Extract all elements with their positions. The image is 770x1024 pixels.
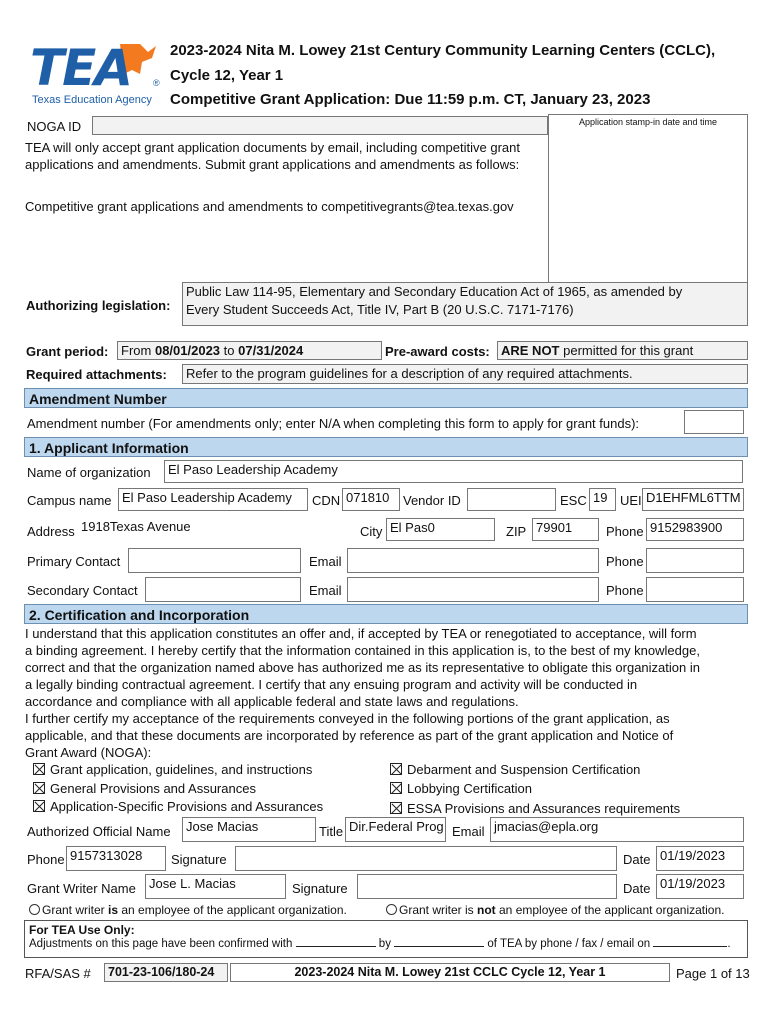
grant-period-to-date: 07/31/2024	[238, 343, 304, 358]
checklist-right	[390, 761, 680, 819]
stamp-label: Application stamp-in date and time	[578, 117, 718, 127]
legislation-box	[182, 282, 748, 326]
radio-emphasis: is	[108, 903, 119, 917]
cert-p1-line: a legally binding contractual agreement. I certify that any ensuing program and activity will be conducted in	[25, 677, 638, 692]
writer-signature-label: Signature	[292, 881, 348, 896]
phone-field[interactable]: 9152983900	[646, 518, 744, 541]
footer-center-title: 2023-2024 Nita M. Lowey 21st CCLC Cycle 12, Year 1	[230, 963, 670, 982]
noga-label: NOGA ID	[27, 119, 82, 134]
cert-p1-line: correct and that the organization named above has authorized me as its representative to obligate this organization in	[25, 660, 700, 675]
check-item[interactable]	[390, 780, 680, 799]
checkbox-checked-icon[interactable]	[33, 782, 45, 794]
submission-email-line: Competitive grant applications and amendments to competitivegrants@tea.texas.gov	[25, 199, 514, 214]
primary-phone-field[interactable]	[646, 548, 744, 573]
checklist-left	[33, 761, 323, 817]
applicant-section-header: 1. Applicant Information	[24, 437, 748, 457]
official-title-label: Title	[319, 824, 344, 839]
cert-p1-line: I understand that this application constitutes an offer and, if accepted by TEA or renegotiated to acceptance, will form	[25, 626, 697, 641]
title-line-3: Competitive Grant Application: Due 11:59 p.m. CT, January 23, 2023	[170, 91, 651, 108]
uei-label: UEI	[620, 493, 642, 508]
grant-period-from-word: From	[121, 343, 152, 358]
legislation-line-2: Every Student Succeeds Act, Title IV, Part B (20 U.S.C. 7171-7176)	[186, 301, 574, 317]
secondary-phone-label: Phone	[606, 583, 644, 598]
tea-logo	[28, 40, 168, 110]
writer-name-field[interactable]: Jose L. Macias	[145, 874, 286, 899]
writer-name-label: Grant Writer Name	[27, 881, 136, 896]
logo-letters: TEA	[30, 39, 131, 97]
legislation-line-1: Public Law 114-95, Elementary and Secondary Education Act of 1965, as amended by	[186, 284, 683, 299]
stamp-box	[548, 114, 748, 284]
tea-line-text: Adjustments on this page have been confirmed with	[29, 938, 293, 950]
address-label: Address	[27, 524, 75, 539]
check-item[interactable]	[390, 800, 680, 819]
cdn-field[interactable]: 071810	[342, 488, 400, 511]
check-label: ESSA Provisions and Assurances requirements	[407, 801, 681, 816]
check-label: Lobbying Certification	[407, 780, 533, 796]
official-date-label: Date	[623, 852, 651, 867]
check-item[interactable]	[33, 761, 323, 780]
agency-name: Texas Education Agency	[32, 94, 152, 106]
primary-contact-field[interactable]	[128, 548, 301, 573]
checkbox-checked-icon[interactable]	[33, 800, 45, 812]
writer-signature-field[interactable]	[357, 874, 617, 899]
check-label: Debarment and Suspension Certification	[407, 762, 641, 777]
tea-line-end: .	[727, 938, 731, 950]
city-label: City	[360, 524, 383, 539]
official-email-label: Email	[452, 824, 485, 839]
official-signature-label: Signature	[171, 852, 227, 867]
zip-label: ZIP	[506, 524, 527, 539]
official-phone-field[interactable]: 9157313028	[66, 846, 166, 871]
checkbox-checked-icon[interactable]	[390, 802, 402, 814]
confirmed-date-blank[interactable]	[653, 946, 727, 947]
org-name-field[interactable]: El Paso Leadership Academy	[164, 460, 743, 483]
secondary-email-field[interactable]	[347, 577, 599, 602]
phone-label: Phone	[606, 524, 644, 539]
certification-paragraph-1	[25, 625, 749, 761]
preaward-status: ARE NOT	[501, 343, 560, 358]
campus-name-field[interactable]: El Paso Leadership Academy	[118, 488, 308, 511]
title-line-1: 2023-2024 Nita M. Lowey 21st Century Community Learning Centers (CCLC),	[170, 42, 716, 59]
preaward-rest: permitted for this grant	[563, 343, 694, 358]
official-title-field[interactable]: Dir.Federal Prog	[345, 817, 446, 842]
preaward-label: Pre-award costs:	[385, 344, 490, 359]
check-label: Grant application, guidelines, and instructions	[50, 762, 313, 777]
secondary-email-label: Email	[309, 583, 342, 598]
zip-field[interactable]: 79901	[532, 518, 599, 541]
cert-p2-line: Grant Award (NOGA):	[25, 745, 152, 760]
cert-p1-line: a binding agreement. I hereby certify that the information contained in this application is, to the best of my knowledge,	[25, 643, 700, 658]
checkbox-checked-icon[interactable]	[390, 763, 402, 775]
check-item[interactable]	[33, 780, 323, 799]
amendment-label: Amendment number (For amendments only; enter N/A when completing this form to apply for grant funds):	[27, 416, 640, 431]
radio-text: Grant writer is	[399, 903, 478, 917]
tea-line-text: of TEA by phone / fax / email on	[487, 938, 651, 950]
writer-date-label: Date	[623, 881, 651, 896]
legislation-label: Authorizing legislation:	[26, 298, 171, 313]
check-label: Application-Specific Provisions and Assurances	[50, 799, 324, 814]
tea-use-only-box	[24, 920, 748, 958]
primary-email-label: Email	[309, 554, 342, 569]
radio-emphasis: not	[477, 903, 496, 917]
tea-use-only-heading: For TEA Use Only:	[29, 923, 135, 937]
cert-p2-line: I further certify my acceptance of the requirements conveyed in the following portions of the grant application, as	[25, 711, 670, 726]
checkbox-checked-icon[interactable]	[33, 763, 45, 775]
noga-id-field[interactable]	[92, 116, 548, 135]
rfa-number: 701-23-106/180-24	[104, 963, 228, 982]
cert-p1-line: accordance and compliance with all applicable federal and state laws and regulations.	[25, 694, 519, 709]
confirmed-with-blank[interactable]	[296, 946, 376, 947]
primary-contact-label: Primary Contact	[27, 554, 121, 569]
instructions-line-2: applications and amendments. Submit grant applications and amendments as follows:	[25, 157, 520, 172]
vendor-id-field[interactable]	[467, 488, 556, 511]
writer-not-employee-option[interactable]	[386, 903, 725, 917]
official-email-field[interactable]: jmacias@epla.org	[490, 817, 744, 842]
esc-label: ESC	[560, 493, 587, 508]
primary-email-field[interactable]	[347, 548, 599, 573]
official-signature-field[interactable]	[235, 846, 617, 871]
radio-empty-icon[interactable]	[386, 904, 397, 915]
page-number: Page 1 of 13	[676, 966, 750, 981]
grant-period-label: Grant period:	[26, 344, 109, 359]
official-name-field[interactable]: Jose Macias	[182, 817, 316, 842]
cert-p2-line: applicable, and that these documents are incorporated by reference as part of the grant application and Notice of	[25, 728, 674, 743]
grant-period-field	[117, 341, 382, 360]
attachments-label: Required attachments:	[26, 367, 167, 382]
address-field[interactable]: 1918Texas Avenue	[77, 517, 356, 541]
amendment-number-field[interactable]	[684, 410, 744, 434]
rfa-label: RFA/SAS #	[25, 966, 91, 981]
cdn-label: CDN	[312, 493, 341, 508]
check-item[interactable]	[33, 798, 323, 817]
secondary-contact-label: Secondary Contact	[27, 583, 138, 598]
radio-empty-icon[interactable]	[29, 904, 40, 915]
writer-employee-option[interactable]	[29, 903, 347, 917]
campus-name-label: Campus name	[27, 493, 112, 508]
amendment-section-header: Amendment Number	[24, 388, 748, 408]
tea-line-text: by	[378, 938, 391, 950]
tea-use-only-line	[29, 938, 743, 950]
primary-phone-label: Phone	[606, 554, 644, 569]
city-field[interactable]: El Pas0	[386, 518, 495, 541]
writer-date-field[interactable]: 01/19/2023	[656, 874, 744, 899]
radio-text: an employee of the applicant organization.	[495, 903, 725, 917]
grant-period-to-word: to	[223, 343, 235, 358]
radio-text: Grant writer	[42, 903, 109, 917]
grant-period-from-date: 08/01/2023	[154, 343, 221, 358]
preaward-field	[497, 341, 748, 360]
instructions-line-1: TEA will only accept grant application documents by email, including competitive grant	[25, 140, 520, 155]
uei-field[interactable]: D1EHFML6TTM	[642, 488, 744, 511]
official-name-label: Authorized Official Name	[27, 824, 171, 839]
vendor-id-label: Vendor ID	[403, 493, 461, 508]
radio-text: an employee of the applicant organization.	[118, 903, 347, 917]
registered-mark: ®	[153, 78, 160, 88]
official-date-field[interactable]: 01/19/2023	[656, 846, 744, 871]
attachments-field: Refer to the program guidelines for a description of any required attachments.	[182, 364, 748, 384]
check-label: General Provisions and Assurances	[50, 780, 256, 796]
title-line-2: Cycle 12, Year 1	[170, 67, 284, 84]
certification-section-header: 2. Certification and Incorporation	[24, 604, 748, 624]
tea-staff-blank[interactable]	[394, 946, 484, 947]
esc-field[interactable]: 19	[589, 488, 616, 511]
org-name-label: Name of organization	[27, 465, 151, 480]
secondary-phone-field[interactable]	[646, 577, 744, 602]
secondary-contact-field[interactable]	[145, 577, 301, 602]
checkbox-checked-icon[interactable]	[390, 782, 402, 794]
check-item[interactable]	[390, 761, 680, 780]
official-phone-label: Phone	[27, 852, 65, 867]
